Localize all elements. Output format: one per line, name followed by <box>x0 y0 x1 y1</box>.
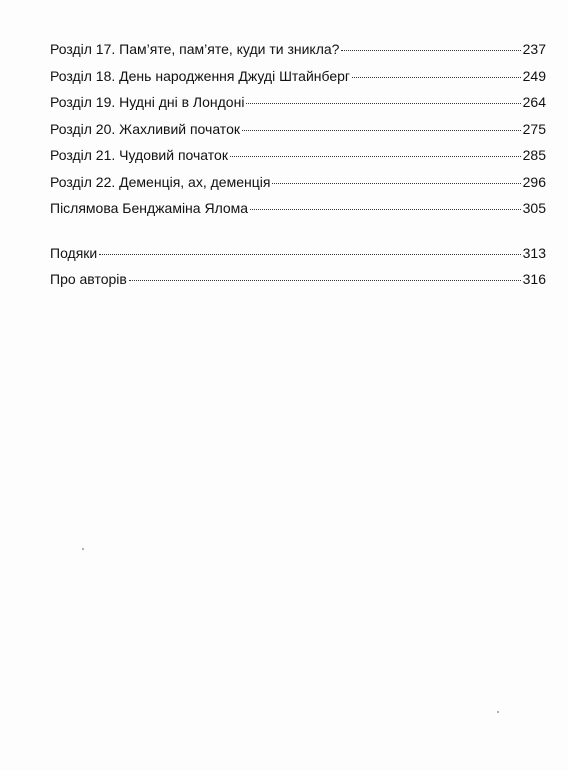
toc-entry <box>50 142 546 169</box>
toc-entry-page: 313 <box>522 244 546 261</box>
toc-entry-page: 296 <box>522 173 546 190</box>
table-of-contents <box>50 36 546 293</box>
toc-chapters <box>50 36 546 222</box>
toc-entry-page: 275 <box>522 120 546 137</box>
toc-entry <box>50 89 546 116</box>
toc-entry <box>50 240 546 267</box>
toc-entry-title: Післямова Бенджаміна Ялома <box>50 200 249 216</box>
toc-entry-page: 249 <box>522 67 546 84</box>
toc-entry-title: Розділ 19. Нудні дні в Лондоні <box>50 94 245 110</box>
toc-entry-title: Розділ 20. Жахливий початок <box>50 120 240 137</box>
dot-leader <box>341 50 520 51</box>
toc-entry-page: 285 <box>522 147 546 163</box>
dot-leader <box>250 209 521 210</box>
paper-speck <box>497 711 499 713</box>
dot-leader <box>129 280 521 281</box>
toc-entry-page: 305 <box>522 200 546 216</box>
toc-entry-title: Розділ 18. День народження Джуді Штайнберг <box>50 67 351 84</box>
toc-entry-page: 237 <box>522 41 546 57</box>
toc-entry <box>50 36 546 63</box>
toc-entry-title: Розділ 21. Чудовий початок <box>50 147 228 163</box>
toc-entry <box>50 116 546 143</box>
dot-leader <box>99 254 520 255</box>
toc-entry-title: Подяки <box>50 244 98 261</box>
toc-back-matter <box>50 240 546 293</box>
toc-entry <box>50 169 546 196</box>
toc-entry-title: Розділ 17. Пам’яте, пам’яте, куди ти зникла? <box>50 41 340 57</box>
toc-entry-page: 264 <box>522 94 546 110</box>
toc-entry <box>50 63 546 90</box>
dot-leader <box>230 156 521 157</box>
toc-entry <box>50 195 546 222</box>
toc-entry-page: 316 <box>522 271 546 287</box>
paper-speck <box>82 548 84 550</box>
dot-leader <box>242 130 521 131</box>
dot-leader <box>272 183 520 184</box>
toc-entry <box>50 266 546 293</box>
dot-leader <box>246 103 520 104</box>
toc-entry-title: Розділ 22. Деменція, ах, деменція <box>50 173 271 190</box>
dot-leader <box>352 77 521 78</box>
toc-entry-title: Про авторів <box>50 271 127 287</box>
